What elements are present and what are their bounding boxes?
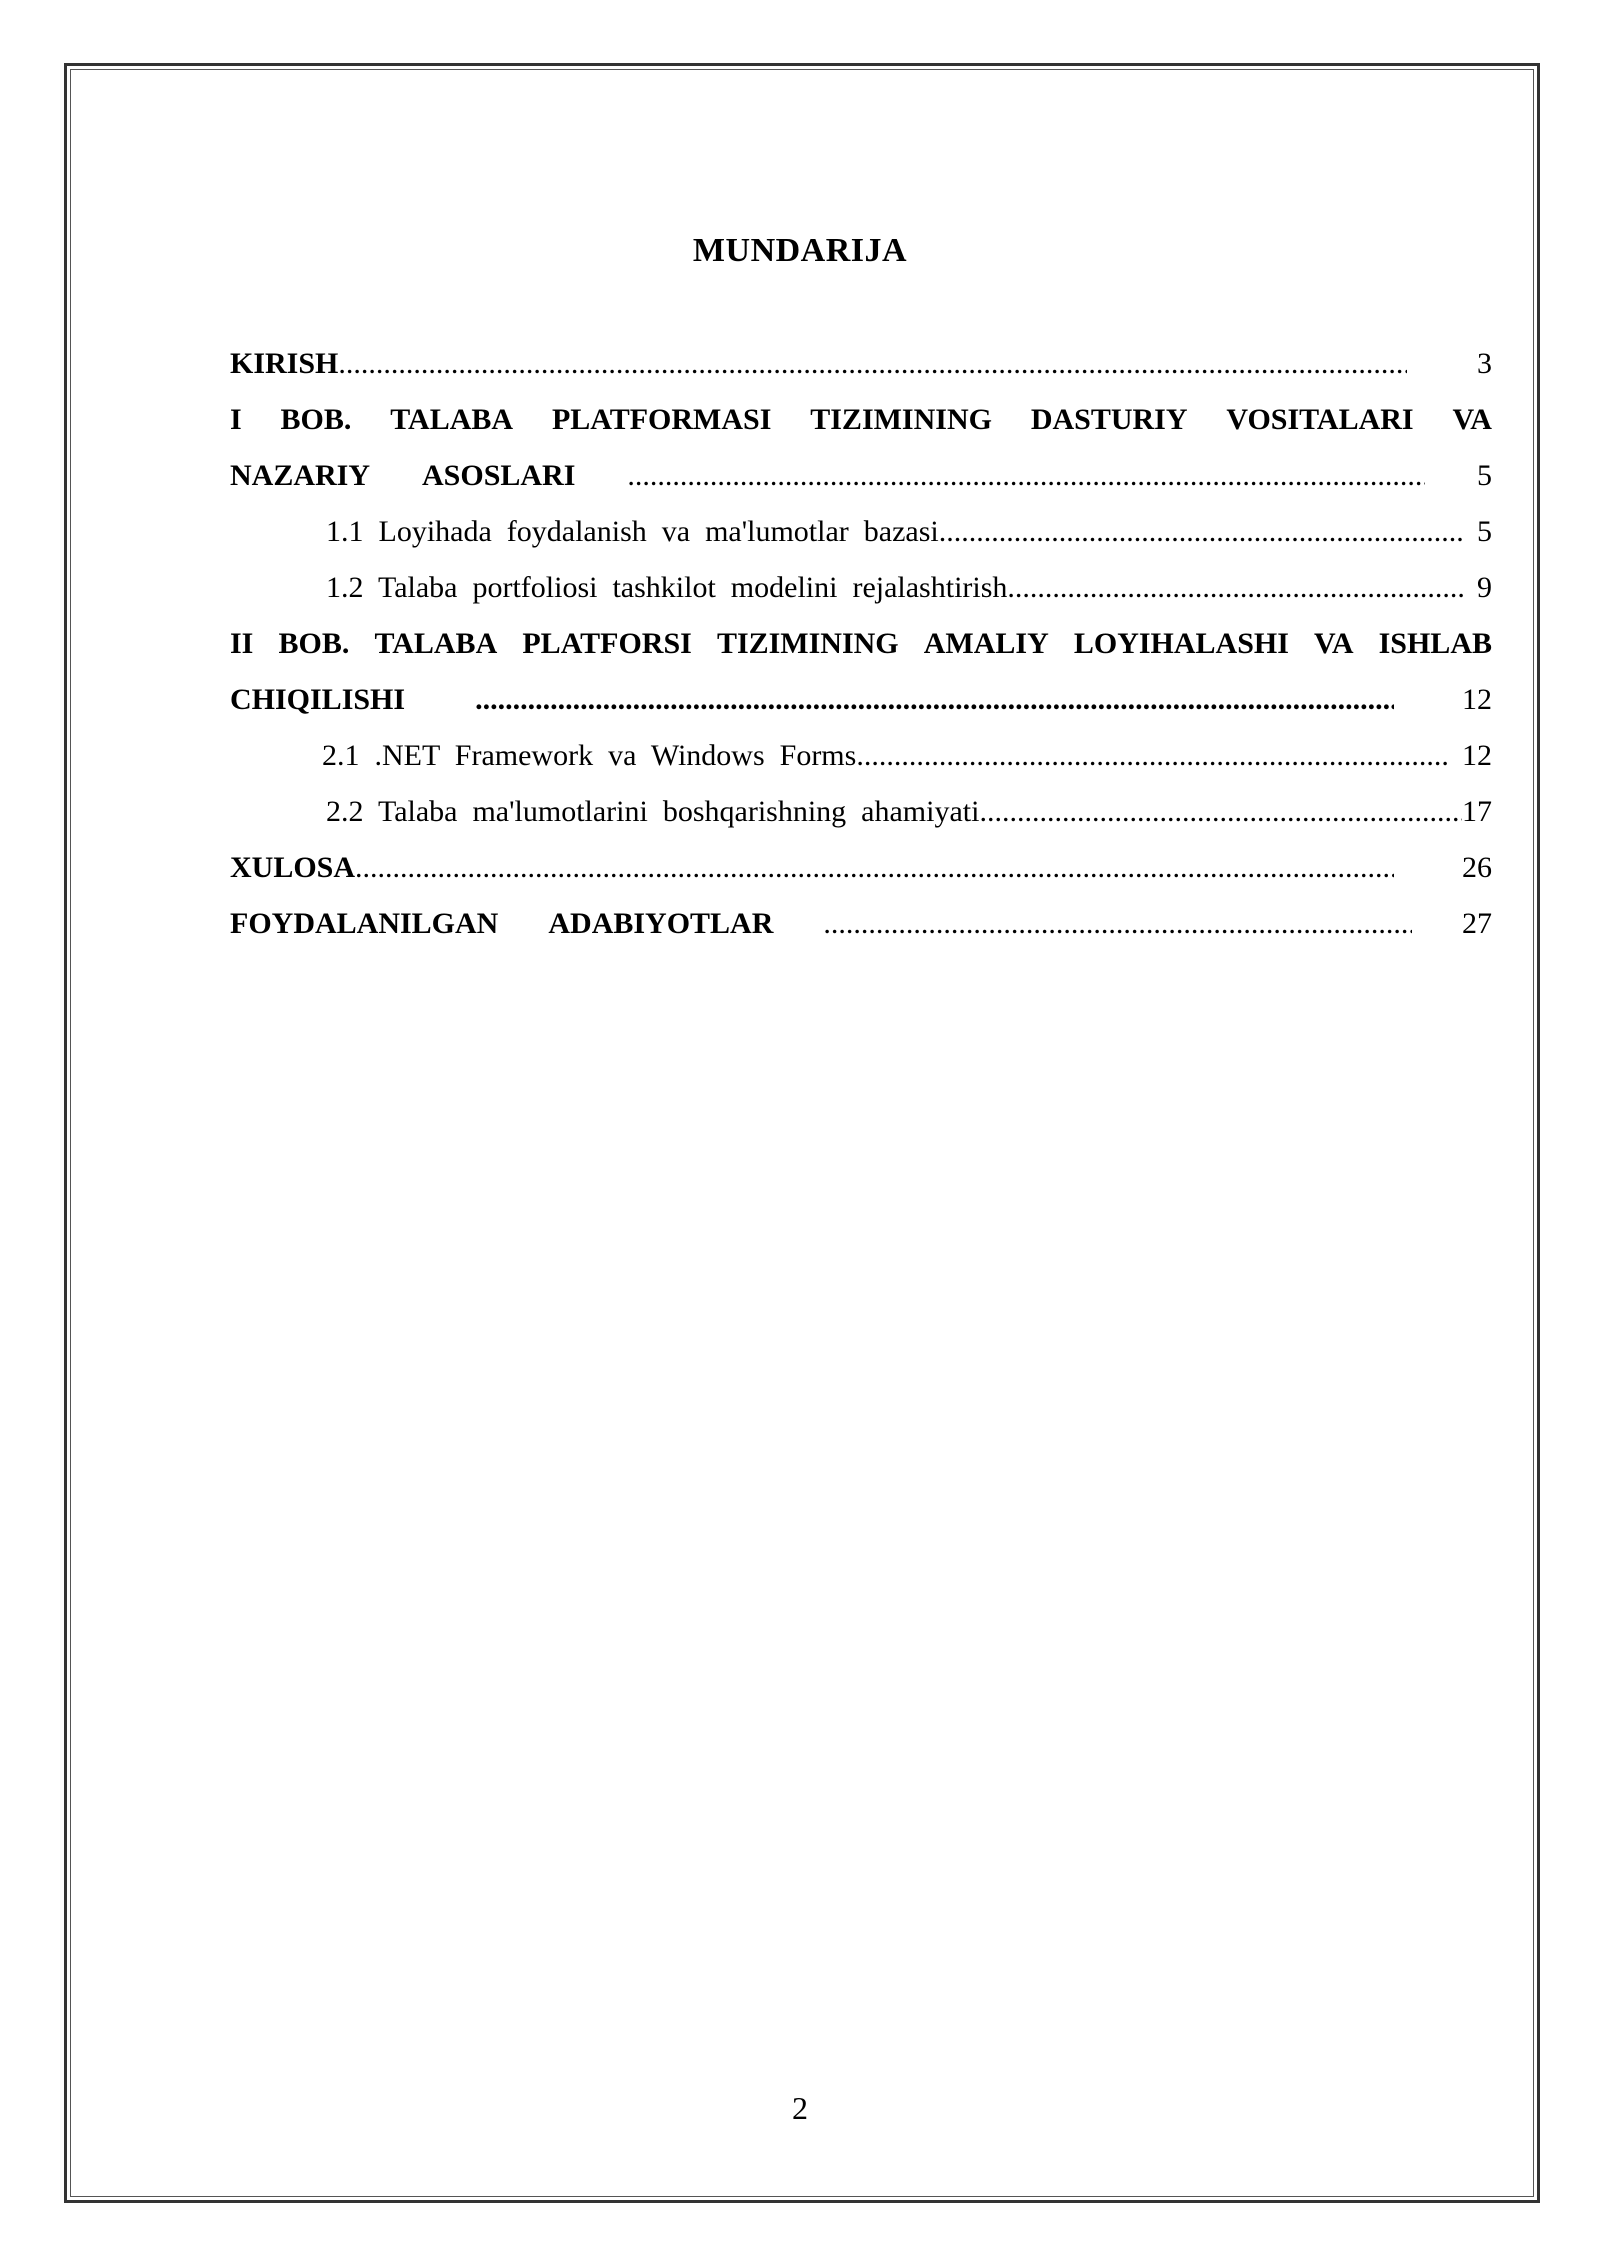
toc-entry-page: 5 — [1477, 459, 1492, 492]
toc-word: VA — [1452, 403, 1492, 436]
toc-entry-2-1[interactable] — [230, 728, 1492, 784]
toc-leader-dots — [856, 728, 1448, 784]
toc-word: TIZIMINING — [716, 627, 899, 660]
toc-entry-bob2-line1[interactable] — [230, 616, 1492, 672]
toc-word: LOYIHALASHI — [1073, 627, 1289, 660]
toc-entry-kirish[interactable] — [230, 336, 1492, 392]
toc-entry-page: 27 — [1462, 907, 1492, 940]
toc-word: BOB. — [280, 403, 352, 436]
toc-word: PLATFORSI — [522, 627, 692, 660]
toc-word: ISHLAB — [1378, 627, 1492, 660]
toc-entry-bob1-line2[interactable] — [230, 448, 1492, 504]
toc-word: I — [230, 403, 242, 436]
table-of-contents — [230, 336, 1492, 952]
toc-entry-2-2[interactable] — [230, 784, 1492, 840]
toc-entry-page: 17 — [1462, 795, 1492, 828]
toc-leader-dots — [338, 336, 1407, 392]
toc-word: NAZARIY — [230, 459, 371, 492]
toc-entry-xulosa[interactable] — [230, 840, 1492, 896]
toc-leader-dots — [1007, 560, 1463, 616]
toc-word: VA — [1314, 627, 1354, 660]
toc-word: AMALIY — [923, 627, 1049, 660]
toc-entry-label: 2.1 .NET Framework va Windows Forms — [322, 739, 857, 772]
toc-leader-dots — [823, 896, 1412, 952]
toc-entry-page: 12 — [1462, 739, 1492, 772]
toc-word: ADABIYOTLAR — [548, 907, 774, 940]
toc-leader-dots — [475, 672, 1394, 728]
toc-entry-page: 26 — [1462, 851, 1492, 884]
toc-word: ASOSLARI — [422, 459, 576, 492]
toc-word: FOYDALANILGAN — [230, 907, 499, 940]
toc-word: TALABA — [390, 403, 514, 436]
toc-entry-bob1-line1[interactable] — [230, 392, 1492, 448]
toc-word: PLATFORMASI — [551, 403, 772, 436]
toc-entry-1-2[interactable] — [230, 560, 1492, 616]
toc-word: TALABA — [374, 627, 498, 660]
toc-entry-bob2-line2[interactable] — [230, 672, 1492, 728]
toc-leader-dots — [979, 784, 1462, 840]
toc-entry-label: CHIQILISHI — [230, 683, 406, 716]
toc-word: II — [230, 627, 254, 660]
toc-entry-page: 9 — [1477, 571, 1492, 604]
toc-entry-page: 5 — [1477, 515, 1492, 548]
toc-word: BOB. — [278, 627, 350, 660]
toc-entry-1-1[interactable] — [230, 504, 1492, 560]
toc-word: TIZIMINING — [810, 403, 992, 436]
toc-entry-adabiyotlar[interactable] — [230, 896, 1492, 952]
page-number: 2 — [792, 2090, 808, 2126]
toc-leader-dots — [355, 840, 1394, 896]
toc-word: VOSITALARI — [1226, 403, 1414, 436]
toc-leader-dots — [939, 504, 1463, 560]
toc-entry-label: KIRISH — [230, 347, 339, 380]
toc-entry-label: XULOSA — [230, 851, 356, 884]
toc-word: DASTURIY — [1030, 403, 1188, 436]
toc-entry-page: 3 — [1477, 347, 1492, 380]
toc-entry-label: 1.2 Talaba portfoliosi tashkilot modelini rejalashtirish — [326, 571, 1008, 604]
toc-entry-label: 2.2 Talaba ma'lumotlarini boshqarishning ahamiyati — [326, 795, 980, 828]
page-title: MUNDARIJA — [692, 232, 908, 269]
toc-entry-label: 1.1 Loyihada foydalanish va ma'lumotlar bazasi — [326, 515, 939, 548]
toc-entry-page: 12 — [1462, 683, 1492, 716]
toc-leader-dots — [627, 448, 1425, 504]
